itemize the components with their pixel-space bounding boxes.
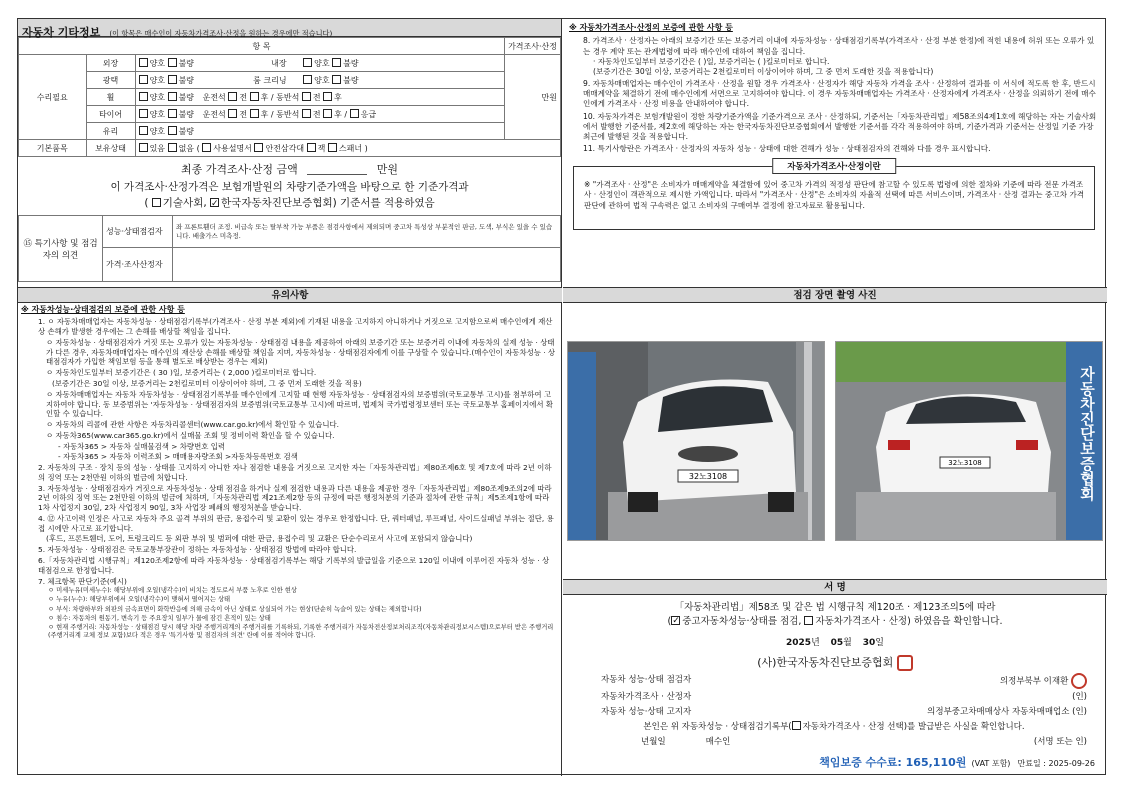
final-amount-line <box>18 157 561 179</box>
guarantee-item-9: 9. 자동차매매업자는 매수인이 가격조사 · 산정을 원할 경우 가격조사 · 산정자가 해당 자동차 가격을 조사 · 산정하여 결과를 이 서식에 적도록 한 후, 반드시 매매계약을 체결하기 전에 매수인에게 서면으로 고지하여야 합니다. 이 경우 자동차매매업자는 가격조사 · 산정자에게 가격조사 · 산정을 의뢰하기 전에 매수인에게 가격조사 · 산정 비용을 안내하여야 합니다. <box>583 79 1096 109</box>
plate-text-rear: 32노3108 <box>948 459 982 467</box>
option-label: 스패너 ) <box>338 143 368 153</box>
checkbox[interactable] <box>307 143 316 152</box>
sign-paren: ( <box>667 616 672 627</box>
final-amount-unit: 만원 <box>376 163 398 176</box>
option-label: 양호 <box>149 109 166 119</box>
row-name: 유리 <box>86 123 135 140</box>
row-options <box>135 89 505 106</box>
option-label: 양호 <box>149 92 166 102</box>
checkbox[interactable] <box>139 75 148 84</box>
checkbox[interactable] <box>254 143 263 152</box>
checkbox[interactable] <box>228 92 237 101</box>
other-info-header <box>18 19 561 37</box>
notice-item: (보증기간은 30일 이상, 보증거리는 2천킬로미터 이상이어야 하며, 그 중 먼저 도래한 것을 적용) <box>52 378 362 388</box>
criteria-item: ㅇ 부식: 차량하부와 외판의 금속표면이 화학반응에 의해 금속이 아닌 상태로 상실되어 가는 현상(단순히 녹슬어 있는 상태는 제외합니다) <box>48 605 422 613</box>
option-label: 양호 <box>314 58 330 68</box>
basic-sub: 보유상태 <box>86 140 135 157</box>
buyer-sign-placeholder: (서명 또는 인) <box>1033 736 1087 747</box>
date-year: 2025 <box>786 638 812 648</box>
sign-row-name: 의정부북부 이재환 <box>999 676 1069 687</box>
special-label: ⑮ 특기사항 및 점검자의 의견 <box>19 216 103 282</box>
notice-item: 6.「자동차관리법 시행규칙」제120조제2항에 따라 자동차성능 · 상태점검기록부는 해당 기록부의 발급일을 기준으로 120일 이내에 이루어진 자동차 성능 · 상태점검으로 한정합니다. <box>38 556 550 575</box>
checkbox[interactable] <box>332 58 341 67</box>
checkbox[interactable] <box>168 75 177 84</box>
other-info-title: 자동차 기타정보 <box>22 26 101 39</box>
checkbox[interactable] <box>139 109 148 118</box>
price-definition-box <box>573 162 1095 230</box>
option-label: 후 / 동반석 <box>260 109 300 119</box>
row-name-2: 내장 <box>271 58 287 68</box>
photos-section <box>563 287 1107 303</box>
notice-item: 5. 자동차성능 · 상태점검은 국토교통부장관이 정하는 자동차성능 · 상태점검 방법에 따라야 합니다. <box>38 545 357 555</box>
perf-text: 좌 프론트휀더 조정. 비급속 또는 탈부착 가능 부품은 점검사항에서 제외되며 중고차 특성상 부분적인 판금, 도색, 부식은 있을 수 있습니다. 배출가스 미측정. <box>173 216 561 248</box>
option-label: 없음 <box>178 143 195 153</box>
criteria-item: ㅇ 침수: 자동차의 원동기, 변속기 등 주요장치 일부가 물에 잠긴 흔적이 있는 상태 <box>48 614 271 622</box>
notice-section <box>18 287 562 641</box>
checkbox-performance[interactable] <box>671 616 680 625</box>
option-label: 양호 <box>149 58 166 68</box>
notice-item: 2. 자동차의 구조 · 장치 등의 성능 · 상태를 고지하지 아니한 자나 점검한 내용을 거짓으로 고지한 자는「자동차관리법」제80조제6호 및 제7호에 따라 2년 이하의 징역 또는 2천만원 이하의 벌금에 처합니다. <box>38 463 552 482</box>
buyer-label: 매수인 <box>705 736 731 747</box>
option-label: 전 <box>312 92 321 102</box>
option-label: 후 / <box>334 109 348 119</box>
notice-item: ㅇ 자동차의 리콜에 관한 사항은 자동차리콜센터(www.car.go.kr)에서 확인할 수 있습니다. <box>46 420 339 430</box>
inspection-photo-front <box>567 341 825 541</box>
option-label: ( <box>196 143 203 153</box>
photos-header: 점검 장면 촬영 사진 <box>563 287 1107 303</box>
checkbox[interactable] <box>303 58 312 67</box>
row-options <box>135 72 505 89</box>
price-definition-text: ※ "가격조사 · 산정"은 소비자가 매매계약을 체결함에 있어 중고차 가격의 적정성 판단에 참고할 수 있도록 법령에 의한 절차와 기준에 따라 전문 가격조사 · 산정인이 객관적으로 제시한 가액입니다. 따라서 "가격조사 · 산정"은 소비자의 자율적 선택에 따른 서비스이며, 가격조사 · 산정 결과는 중고차 가격판단에 관하여 법적 구속력은 없고 소비자의 구매여부 결정에 참고자료로 활용됩니다. <box>584 180 1085 210</box>
option-label: 불량 <box>343 58 359 68</box>
sign-option-1: 중고자동차성능·상태를 점검, <box>682 616 802 627</box>
criteria-item: ㅇ 누유(누수): 해당부위에서 오일(냉각수)이 맺혀서 떨어지는 상태 <box>48 596 231 604</box>
sign-row-seal: (인) <box>1072 691 1087 702</box>
checkbox[interactable] <box>332 75 341 84</box>
sign-option-2: 자동차가격조사 · 산정) 하였음을 확인합니다. <box>815 616 1003 627</box>
fee-amount: 책임보증 수수료: 165,110원 <box>819 755 967 769</box>
sign-date <box>563 635 1107 648</box>
basis-option-2: 한국자동차진단보증협회) 기준서를 적용하였음 <box>221 197 435 209</box>
sign-line-1: 「자동차관리법」제58조 및 같은 법 시행규칙 제120조 · 제123조의5에 따라 <box>674 602 996 613</box>
checkbox[interactable] <box>302 92 311 101</box>
checkbox[interactable] <box>228 109 237 118</box>
checkbox[interactable] <box>250 109 259 118</box>
basis-text <box>18 179 561 211</box>
row-name: 광택 <box>86 72 135 89</box>
sign-row-seal: (인) <box>1072 706 1087 717</box>
expiry-date: 만료일 : 2025-09-26 <box>1017 758 1095 768</box>
option-label: 양호 <box>149 75 166 85</box>
date-month: 05 <box>830 638 844 648</box>
notice-title: ※ 자동차성능·상태점검의 보증에 관한 사항 등 <box>21 305 185 314</box>
checkbox[interactable] <box>303 75 312 84</box>
guarantee-item-8: 8. 가격조사 · 산정자는 아래의 보증기간 또는 보증거리 이내에 자동차성능 · 상태점검기록부(가격조사 · 산정 부분 한정)에 적힌 내용에 허위 또는 오류가 있는 경우 계약 또는 관계법령에 따라 매수인에 대하여 책임을 집니다. <box>583 36 1095 56</box>
option-label: 불량 <box>178 58 195 68</box>
basis-line-2 <box>18 195 561 211</box>
notice-item: ㅇ 자동차365(www.car365.go.kr)에서 실매물 조회 및 정비이력 확인을 할 수 있습니다. <box>46 430 335 440</box>
final-amount-field[interactable] <box>307 163 367 175</box>
guarantee-item-8c: (보증기간은 30일 이상, 보증거리는 2천킬로미터 이상이어야 하며, 그 중 먼저 도래한 것을 적용합니다) <box>593 66 934 76</box>
checkbox-tech-society[interactable] <box>152 198 161 207</box>
notice-item: 7. 체크항목 판단기준(예시) <box>38 576 127 586</box>
basic-label: 기본품목 <box>19 140 87 157</box>
date-day-label: 일 <box>875 638 884 648</box>
option-label: 전 <box>312 109 321 119</box>
checkbox[interactable] <box>168 126 177 135</box>
sign-org <box>563 654 1107 671</box>
sign-statement <box>563 601 1107 629</box>
option-label: 불량 <box>178 75 195 85</box>
option-label: 양호 <box>149 126 166 136</box>
row-options <box>135 106 505 123</box>
notice-header: 유의사항 <box>18 287 562 303</box>
fee-note: (VAT 포함) <box>971 758 1011 768</box>
extra-label: 운전석 <box>202 92 226 102</box>
notice-items <box>18 317 562 640</box>
sign-row-name: 의정부중고차매매상사 자동차매매업소 <box>927 706 1070 717</box>
buyer-year-label: 년 <box>641 736 650 747</box>
option-label: 사용설명서 <box>213 143 252 153</box>
confirm-text-b: 자동차가격조사 · 산정 선택)를 발급받은 사실을 확인합니다. <box>802 721 1025 732</box>
extra-label: 운전석 <box>202 109 226 119</box>
option-label: 불량 <box>343 75 359 85</box>
signer-seal-icon <box>1071 673 1087 689</box>
option-label: 잭 <box>317 143 326 153</box>
sign-row-role: 자동차가격조사 · 산정자 <box>601 691 692 702</box>
criteria-item: ㅇ 미세누유(미세누수): 해당부위에 오일(냉각수)이 비치는 정도로서 부품 노후로 인한 현상 <box>48 587 297 595</box>
option-label: 전 <box>239 109 248 119</box>
notice-item: ㅇ 자동차매매업자는 자동차 자동차성능 · 상태점검기록부를 매수인에게 고지할 때 현행 자동차성능 · 상태점검자의 보증범위(국토교통부 고시)를 첨부하여 고지하여야 합니다. 동 보증범위는 '자동차성능 · 상태점검자의 보증범위(국토교통부 고시)에 따르며, 법제처 국가법령정보센터 또는 국토교통부 홈페이지에서 확인할 수 있습니다. <box>46 389 554 419</box>
signature-section <box>563 579 1107 770</box>
banner-text: 자동차진단보증협회 <box>1078 366 1096 501</box>
checkbox[interactable] <box>250 92 259 101</box>
option-label: 불량 <box>178 92 195 102</box>
confirm-text-a: 본인은 위 자동차성능 · 상태점검기록부( <box>643 721 792 732</box>
checkbox[interactable] <box>168 92 177 101</box>
price-definition-title: 자동차가격조사·산정이란 <box>772 158 896 174</box>
option-label: 불량 <box>178 126 195 136</box>
sign-row <box>601 705 1087 720</box>
document-page <box>17 18 1106 775</box>
sign-rows <box>563 671 1107 750</box>
checkbox[interactable] <box>139 143 148 152</box>
option-label: 양호 <box>314 75 330 85</box>
checkbox-price[interactable] <box>804 616 813 625</box>
notice-item: 3. 자동차성능 · 상태점검자가 거짓으로 자동차성능 · 상태 점검을 하거나 실제 점검한 내용과 다른 내용을 제공한 경우「자동차관리법」제80조제9조의2에 따라 2년 이하의 징역 또는 2천만원 이하의 벌금에 처하며,「자동차관리법 제21조제2항 등의 규정에 따른 행정처분의 기준과 절차에 관한 규칙」제5조제1항에 따라 1차 사업정지 30일, 2차 사업정지 90일, 3차 사업장 폐쇄의 행정처분을 받습니다. <box>38 483 552 513</box>
checkbox-kada[interactable] <box>210 198 219 207</box>
price-unit: 만원 <box>505 55 561 140</box>
option-label: 전 <box>239 92 248 102</box>
checkbox[interactable] <box>139 126 148 135</box>
final-amount-label: 최종 가격조사·산정 금액 <box>180 163 298 176</box>
row-name: 외장 <box>86 55 135 72</box>
perf-label: 성능·상태점검자 <box>103 216 173 248</box>
date-month-label: 월 <box>843 638 852 648</box>
photo-front-svg <box>568 342 825 541</box>
checkbox[interactable] <box>323 92 332 101</box>
buyer-row <box>601 735 1087 750</box>
sign-row-role: 자동차 성능·상태 점검자 <box>601 675 692 685</box>
photo-rear-svg <box>836 342 1103 541</box>
option-label: 후 / 동반석 <box>260 92 300 102</box>
special-notes-table <box>18 215 561 282</box>
sign-line-2 <box>563 615 1107 629</box>
guarantee-item-11: 11. 특기사항란은 가격조사 · 산정자의 자동차 성능 · 상태에 대한 견해가 성능 · 상태점검자의 견해와 다를 경우 표시합니다. <box>583 144 991 154</box>
col-price-header: 가격조사·산정 <box>505 38 561 55</box>
fee-line <box>563 751 1107 770</box>
row-options <box>135 55 505 72</box>
checkbox[interactable] <box>202 143 211 152</box>
checkbox[interactable] <box>350 109 359 118</box>
row-options <box>135 123 505 140</box>
other-info-table <box>18 37 561 157</box>
option-label: 있음 <box>149 143 166 153</box>
inspection-photo-rear <box>835 341 1103 541</box>
basis-option-1: 기술사회, <box>162 197 207 209</box>
checkbox[interactable] <box>139 92 148 101</box>
notice-item: 4. ⑫ 사고이력 인정은 사고로 자동차 주요 골격 부위의 판금, 용접수리 및 교환이 있는 경우로 한정합니다. 단, 쿼터패널, 루프패널, 사이드실패널 부위는 절단, 용접 시에만 사고로 표기합니다. <box>38 513 554 533</box>
buyer-month-label: 월 <box>649 736 658 747</box>
col-item-header: 항 목 <box>19 38 505 55</box>
guarantee-item-10: 10. 자동차가격은 보험개발원이 정한 차량기준가액을 기준가격으로 조사 · 산정하되, 기준서는「자동차관리법」제58조의4제1호에 해당하는 자는 기술사회에서 발행한 기준서를, 제2호에 해당하는 자는 한국자동차진단보증협회에서 발행한 기준서를 각각 적용하여야 하며, 기준가격과 기준서는 산정일 기준 가장 최근에 발행된 것을 적용합니다. <box>583 111 1097 141</box>
row-name-2: 룸 크리닝 <box>253 75 287 85</box>
notice-item: (후드, 프론트휀더, 도어, 트렁크리드 등 외판 부위 및 범퍼에 대한 판금, 용접수리 및 교환은 단순수리로서 사고에 포함되지 않습니다) <box>46 534 473 544</box>
org-name: (사)한국자동차진단보증협회 <box>757 656 894 669</box>
guarantee-item-8b: · 자동차인도일부터 보증기간은 ( )일, 보증거리는 ( )킬로미터로 합니다. <box>593 56 830 66</box>
criteria-list <box>38 587 556 640</box>
option-label: 후 <box>334 92 342 102</box>
other-info-note: (이 항목은 매수인이 자동차가격조사·산정을 원하는 경우에만 적습니다) <box>109 29 333 38</box>
checkbox[interactable] <box>168 143 177 152</box>
confirm-line <box>581 720 1087 735</box>
sign-row <box>601 673 1087 690</box>
repair-label: 수리필요 <box>19 55 87 140</box>
price-guarantee-section <box>563 19 1107 230</box>
left-panel <box>18 19 562 776</box>
option-label: 불량 <box>178 109 195 119</box>
sign-row <box>601 690 1087 705</box>
option-label: 응급 <box>360 109 377 119</box>
checkbox[interactable] <box>139 58 148 67</box>
checkbox-confirm-price[interactable] <box>792 721 801 730</box>
buyer-day-label: 일 <box>657 736 666 747</box>
option-label: 안전삼각대 <box>265 143 305 153</box>
date-year-label: 년 <box>811 638 820 648</box>
notice-item: ㅇ 자동차성능 · 상태점검자가 거짓 또는 오류가 있는 자동차성능 · 상태점검 내용을 제공하여 아래의 보증기간 또는 보증거리 이내에 자동차의 실제 성능 · 상태가 다른 경우, 자동차매매업자는 매수인의 재산상 손해를 배상할 책임을 지며, 자동차성능 · 상태점검자에게 이를 구상할 수 있습니다.(매수인이 자동차성능 · 상태점검자가 가입한 책임보험 등을 통해 별도로 배상받는 경우는 제외) <box>46 337 556 367</box>
checkbox[interactable] <box>168 58 177 67</box>
notice-item: - 자동차365 > 자동차 이력조회 > 매매용자량조회 >자동차등록번호 검색 <box>58 452 298 462</box>
price-examiner-text <box>173 248 561 282</box>
plate-text: 32노3108 <box>688 472 728 481</box>
checkbox[interactable] <box>302 109 311 118</box>
checkbox[interactable] <box>328 143 337 152</box>
checkbox[interactable] <box>323 109 332 118</box>
signature-header: 서 명 <box>563 579 1107 595</box>
row-name: 타이어 <box>86 106 135 123</box>
price-guarantee-title: ※ 자동차가격조사·산정의 보증에 관한 사항 등 <box>569 23 733 32</box>
date-day: 30 <box>862 638 876 648</box>
basis-line-1: 이 가격조사·산정가격은 보험개발원의 차량기준가액을 바탕으로 한 기준가격과 <box>110 181 469 193</box>
right-panel <box>563 19 1107 776</box>
notice-item: ㅇ 자동차인도일부터 보증기간은 ( 30 )일, 보증거리는 ( 2,000 )킬로미터로 합니다. <box>46 368 317 378</box>
price-examiner-label: 가격·조사산정자 <box>103 248 173 282</box>
notice-item: 1. ㅇ 자동차매매업자는 자동차성능 · 상태점검기록부(가격조사 · 산정 부분 제외)에 기재된 내용을 고지하지 아니하거나 거짓으로 고지함으로써 매수인에게 재산상 손해가 발생한 경우에는 그 손해를 배상할 책임을 집니다. <box>38 317 553 337</box>
notice-item: - 자동차365 > 자동차 실매물검색 > 차량번호 입력 <box>58 441 225 451</box>
org-seal-icon <box>897 655 913 671</box>
basic-options <box>135 140 560 157</box>
checkbox[interactable] <box>168 109 177 118</box>
basis-paren: ( <box>144 197 149 209</box>
criteria-item: ㅇ 현재 주행거리: 자동차성능 · 상태점검 당시 해당 차량 주행거리계의 주행거리를 기록하되, 기록한 주행거리가 자동차전산정보처리조직(자동차관리정보시스템)으로부터 받은 주행거리(주행거리계 교체 정보 포함)보다 적은 경우 '특기사항 및 점검자의 의견' 란에 이를 적어야 합니다. <box>48 623 554 640</box>
sign-row-role: 자동차 성능·상태 고지자 <box>601 706 692 717</box>
row-name: 휠 <box>86 89 135 106</box>
